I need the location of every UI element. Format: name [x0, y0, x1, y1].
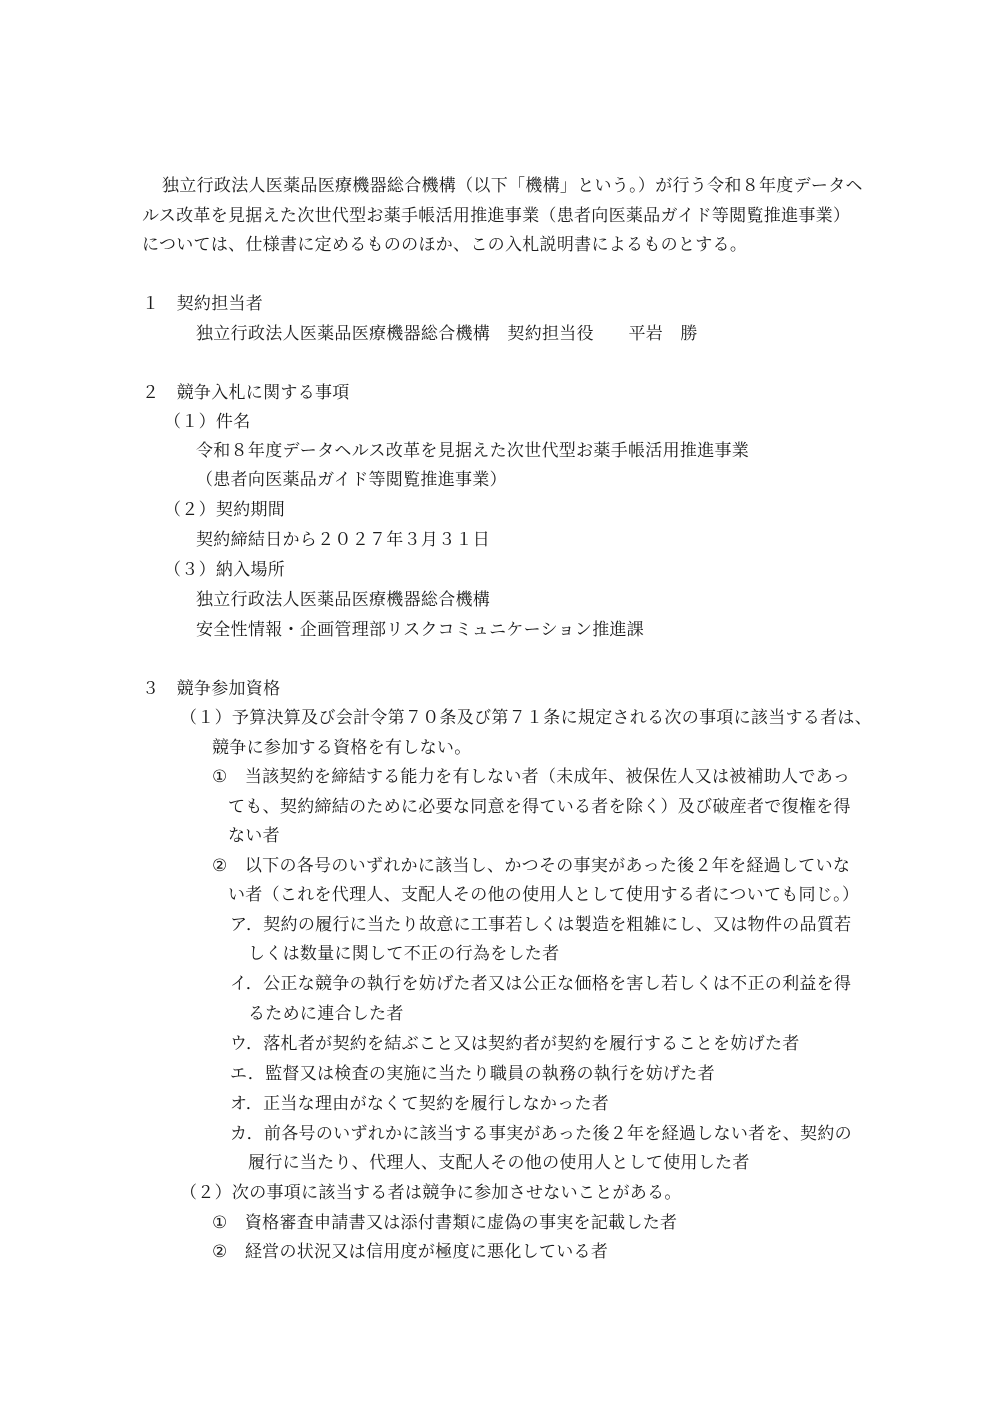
section-3-o-line-1: オ．正当な理由がなくて契約を履行しなかった者	[230, 1094, 610, 1114]
intro-line-1: 独立行政法人医薬品医療機器総合機構（以下「機構」という。）が行う令和８年度データヘ	[162, 176, 863, 196]
section-2-item-1-line-1: 令和８年度データヘルス改革を見据えた次世代型お薬手帳活用推進事業	[196, 441, 750, 461]
intro-line-3: については、仕様書に定めるもののほか、この入札説明書によるものとする。	[142, 235, 748, 255]
section-3-i-line-2: るために連合した者	[248, 1004, 404, 1024]
section-2-item-3-line-1: 独立行政法人医薬品医療機器総合機構	[196, 590, 491, 610]
section-3-c1-line-1: ① 当該契約を締結する能力を有しない者（未成年、被保佐人又は被補助人であっ	[212, 767, 851, 787]
section-3-p2-c2: ② 経営の状況又は信用度が極度に悪化している者	[212, 1242, 609, 1262]
section-3-p2-c1: ① 資格審査申請書又は添付書類に虚偽の事実を記載した者	[212, 1213, 678, 1233]
section-3-c2-line-1: ② 以下の各号のいずれかに該当し、かつその事実があった後２年を経過していな	[212, 856, 851, 876]
section-3-c2-line-2: い者（これを代理人、支配人その他の使用人として使用する者についても同じ。）	[228, 885, 860, 905]
section-2-heading: ２ 競争入札に関する事項	[142, 383, 350, 403]
section-2-item-2-label: （２）契約期間	[164, 500, 286, 520]
section-2-item-2-body: 契約締結日から２０２７年３月３１日	[196, 530, 491, 550]
section-3-e-line-1: エ．監督又は検査の実施に当たり職員の執務の執行を妨げた者	[230, 1064, 715, 1084]
section-3-ka-line-1: カ．前各号のいずれかに該当する事実があった後２年を経過しない者を、契約の	[230, 1124, 852, 1144]
section-2-item-3-label: （３）納入場所	[164, 560, 286, 580]
section-3-p2-line-1: （２）次の事項に該当する者は競争に参加させないことがある。	[180, 1183, 682, 1203]
section-1-heading: １ 契約担当者	[142, 294, 264, 314]
section-3-c1-line-3: ない者	[228, 826, 280, 846]
section-3-a-line-1: ア．契約の履行に当たり故意に工事若しくは製造を粗雑にし、又は物件の品質若	[230, 915, 852, 935]
section-3-ka-line-2: 履行に当たり、代理人、支配人その他の使用人として使用した者	[248, 1153, 750, 1173]
section-3-i-line-1: イ．公正な競争の執行を妨げた者又は公正な価格を害し若しくは不正の利益を得	[230, 974, 852, 994]
section-2-item-3-line-2: 安全性情報・企画管理部リスクコミュニケーション推進課	[196, 620, 645, 640]
section-3-p1-line-2: 競争に参加する資格を有しない。	[212, 738, 472, 758]
section-3-u-line-1: ウ．落札者が契約を結ぶこと又は契約者が契約を履行することを妨げた者	[230, 1034, 800, 1054]
section-3-a-line-2: しくは数量に関して不正の行為をした者	[248, 944, 560, 964]
section-2-item-1-line-2: （患者向医薬品ガイド等閲覧推進事業）	[196, 470, 507, 490]
section-3-p1-line-1: （１）予算決算及び会計令第７０条及び第７１条に規定される次の事項に該当する者は、	[180, 708, 872, 728]
section-3-c1-line-2: ても、契約締結のために必要な同意を得ている者を除く）及び破産者で復権を得	[228, 797, 851, 817]
intro-line-2: ルス改革を見据えた次世代型お薬手帳活用推進事業（患者向医薬品ガイド等閲覧推進事業）	[142, 206, 851, 226]
section-1-body: 独立行政法人医薬品医療機器総合機構 契約担当役 平岩 勝	[196, 324, 698, 344]
section-2-item-1-label: （１）件名	[164, 412, 251, 432]
section-3-heading: ３ 競争参加資格	[142, 679, 281, 699]
